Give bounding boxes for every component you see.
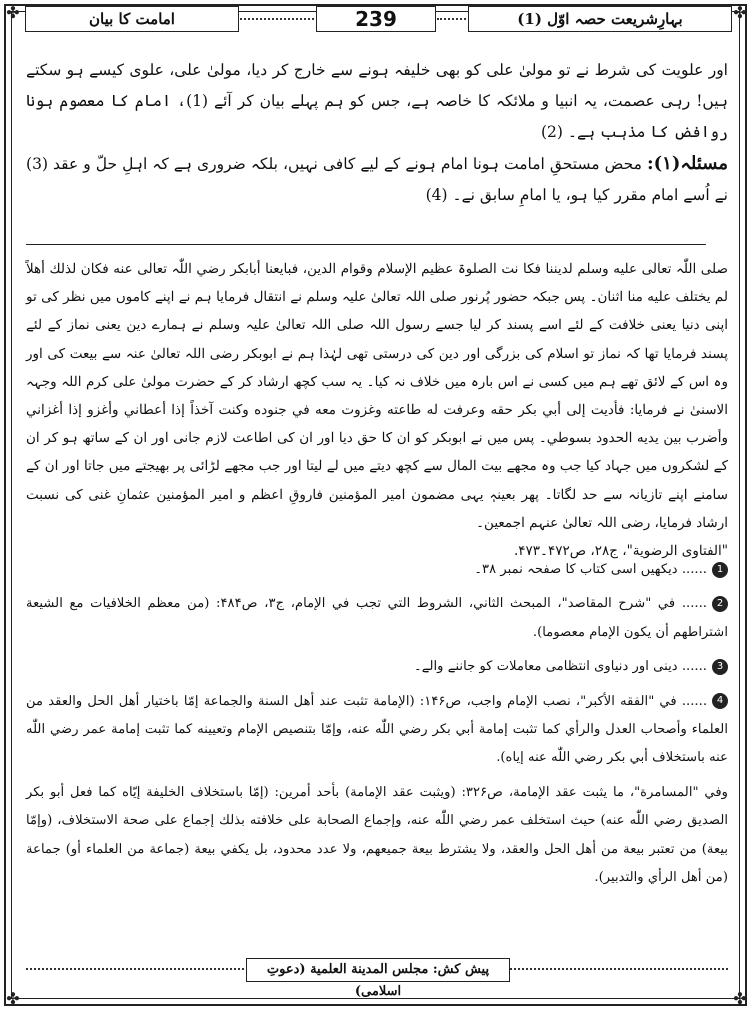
footnote-item: 2...... في "شرح المقاصد"، المبحث الثاني، الشروط التي تجب في الإمام، ج۳، ص۴۸۴: (من معظم الخلافیات مع الشیعة اشتراطهم أن یکون الإمام معصوما).: [26, 596, 728, 640]
book-title: بہارِشریعت حصہ اوّل (1): [468, 6, 732, 32]
footer-publisher: پیش کش: مجلس المدینة العلمیة (دعوتِ اسلامی): [246, 958, 510, 982]
corner-ornament-icon: ✤: [733, 989, 747, 1008]
masla-label: مسئلہ(۱):: [647, 153, 728, 174]
masla-paragraph: [26, 148, 728, 211]
chapter-title: امامت کا بیان: [25, 6, 239, 32]
header-divider: [240, 18, 314, 20]
main-text: [26, 55, 728, 211]
corner-ornament-icon: ✤: [6, 989, 20, 1008]
footer-divider: [26, 968, 244, 970]
footnote-item: 3...... دینی اور دنیاوی انتظامی معاملات کو جاننے والے۔: [26, 653, 728, 681]
header-divider: [437, 18, 466, 20]
footnote-item: 4...... في "الفقه الأکبر"، نصب الإمام واجب، ص۱۴۶: (الإمامة تثبت عند أهل السنة والجماعة إمّا باختیار أهل الحل والعقد من العلماء وأصحاب العدل والرأي کما تثبت إمامة أبي بکر رضي اللّٰه عنه، وإمّا بتنصیص الإمام وتعیینه کما تثبت إمامة عمر رضي اللّٰه عنه باستخلاف أبي بکر رضي اللّٰه عنه إیاه).: [26, 693, 728, 766]
corner-ornament-icon: ✤: [733, 3, 747, 22]
footnote-item: 1...... دیکھیں اسی کتاب کا صفحہ نمبر ۳۸۔: [26, 556, 728, 584]
footnote-number: 1: [712, 562, 728, 578]
masla-text: محض مستحقِ امامت ہونا امام ہونے کے لیے کافی نہیں، بلکہ ضروری ہے کہ اہلِ حلّ و عقد (3) نے اُسے امام مقرر کیا ہو، یا امامِ سابق نے۔ (4): [26, 155, 728, 204]
footnotes: [26, 556, 728, 898]
footer-divider: [510, 968, 728, 970]
footnote-continuation: [26, 255, 728, 565]
main-paragraph: اور علویت کی شرط نے تو مولیٰ علی کو بھی خلیفہ ہونے سے خارج کر دیا، مولیٰ علی، علوی کیسے ہو سکتے ہیں! رہی عصمت، یہ انبیا و ملائکہ کا خاصہ ہے، جس کو ہم پہلے بیان کر آئے (1)، امام کا معصوم ہونا روافض کا مذہب ہے۔ (2): [26, 61, 728, 141]
footnote-number: 4: [712, 693, 728, 709]
page-number: 239: [316, 6, 436, 32]
footnote-source: "الفتاوی الرضویة"، ج۲۸، ص۴۷۲۔۴۷۳.: [513, 543, 728, 560]
footnote-number: 3: [712, 659, 728, 675]
corner-ornament-icon: ✤: [6, 3, 20, 22]
footnote-separator: [26, 244, 706, 245]
footnote-extra: وفي "المسامرة"، ما یثبت عقد الإمامة، ص۳۲۶: (ویثبت عقد الإمامة) بأحد أمرین: (إمّا باستخلاف الخلیفة إیّاه کما فعل أبو بکر الصدیق رضي اللّٰه عنه) حیث استخلف عمر رضي اللّٰه عنه، وإجماع الصحابة علی خلافته بذلك إجماع علی صحة الاستخلاف، (وإمّا بیعة) من تعتبر بیعة من أهل الحل والعقد، ولا یشترط بیعة جمیعهم، ولا عدد محدود، بل یکفي بیعة (جماعة من العلماء أو) جماعة (من أهل الرأي والتدبیر).: [26, 784, 729, 886]
page-header: [0, 6, 753, 36]
footnote-paragraph: صلی اللّٰہ تعالی علیه وسلم لدیننا فکا نت الصلوۃ عظیم الإسلام وقوام الدین، فبایعنا أبابکر رضي اللّٰہ تعالی عنه فکان لذلك أهلاً لم یختلف علیه منا اثنان۔ پس جبکہ حضور پُرنور صلی اللہ تعالیٰ علیہ وسلم نے انتقال فرمایا ہم نے اپنے کاموں میں نظر کی تو اپنی دنیا یعنی خلافت کے لئے اسے پسند کر لیا جسے رسول اللہ صلی اللہ تعالیٰ علیہ وسلم نے ہمارے دین یعنی نماز کے لئے پسند فرمایا تھا کہ نماز تو اسلام کی بزرگی اور دین کی درستی تھی لہٰذا ہم نے ابوبکر رضی اللہ تعالیٰ عنہ سے بیعت کی اور وہ اس کے لائق تھے ہم میں کسی نے اس بارہ میں خلاف نہ کیا۔ یہ سب کچھ ارشاد کر کے حضرت مولیٰ علی کرم اللہ وجہہ الاسنیٰ نے فرمایا: فأدیت إلی أبي بکر حقه وعرفت له طاعته وغزوت معه في جنوده وکنت آخذاً إذا أعطاني وأغزو إذا أغزاني وأضرب بین یدیه الحدود بسوطي۔ پس میں نے ابوبکر کو ان کا حق دیا اور ان کی اطاعت لازم جانی اور ان کے ساتھ ہو کر ان کے لشکروں میں جہاد کیا جب وہ مجھے بیت المال سے کچھ دیتے میں لے لیتا اور جب مجھے لڑائی پر بھیجتے میں جاتا اور ان کے سامنے اپنے تازیانہ سے حد لگاتا۔ پھر بعینہٖ یہی مضمون امیر المؤمنین فاروقِ اعظم و امیر المؤمنین عثمانِ غنی کی نسبت ارشاد فرمایا، رضی اللہ تعالیٰ عنہم اجمعین۔: [26, 261, 728, 531]
footnote-number: 2: [712, 596, 728, 612]
